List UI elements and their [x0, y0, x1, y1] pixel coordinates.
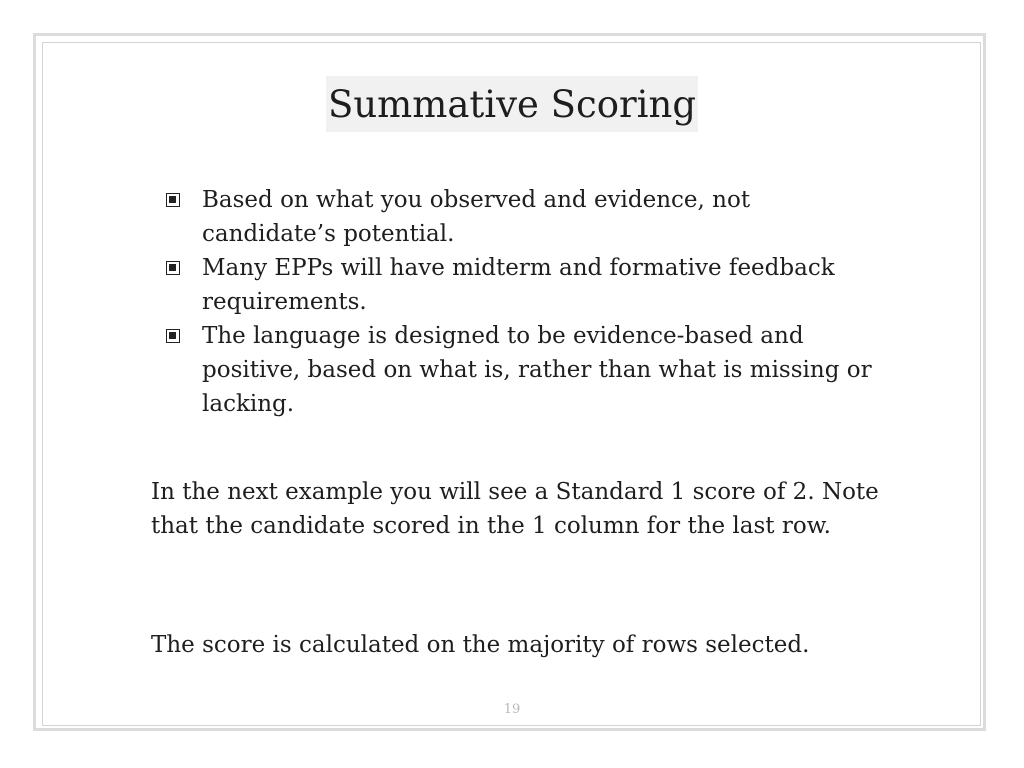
- body-paragraph-score: The score is calculated on the majority of rows selected.: [151, 632, 810, 658]
- bullet-item: [163, 251, 883, 319]
- slide-title: Summative Scoring: [327, 82, 697, 126]
- body-paragraph-example: In the next example you will see a Standard 1 score of 2. Note that the candidate scored in the 1 column for the last row.: [151, 479, 879, 539]
- bullet-list: [163, 183, 883, 421]
- square-bullet-icon: [166, 261, 180, 275]
- bullet-item: [163, 319, 883, 421]
- bullet-text: The language is designed to be evidence-based and positive, based on what is, rather than what is missing or lacking.: [202, 323, 872, 417]
- title-highlight: [326, 76, 698, 132]
- bullet-item: [163, 183, 883, 251]
- bullet-text: Many EPPs will have midterm and formative feedback requirements.: [202, 255, 835, 315]
- square-bullet-icon: [166, 193, 180, 207]
- square-bullet-icon: [166, 329, 180, 343]
- bullet-text: Based on what you observed and evidence, not candidate’s potential.: [202, 187, 751, 247]
- page-number: 19: [503, 702, 521, 717]
